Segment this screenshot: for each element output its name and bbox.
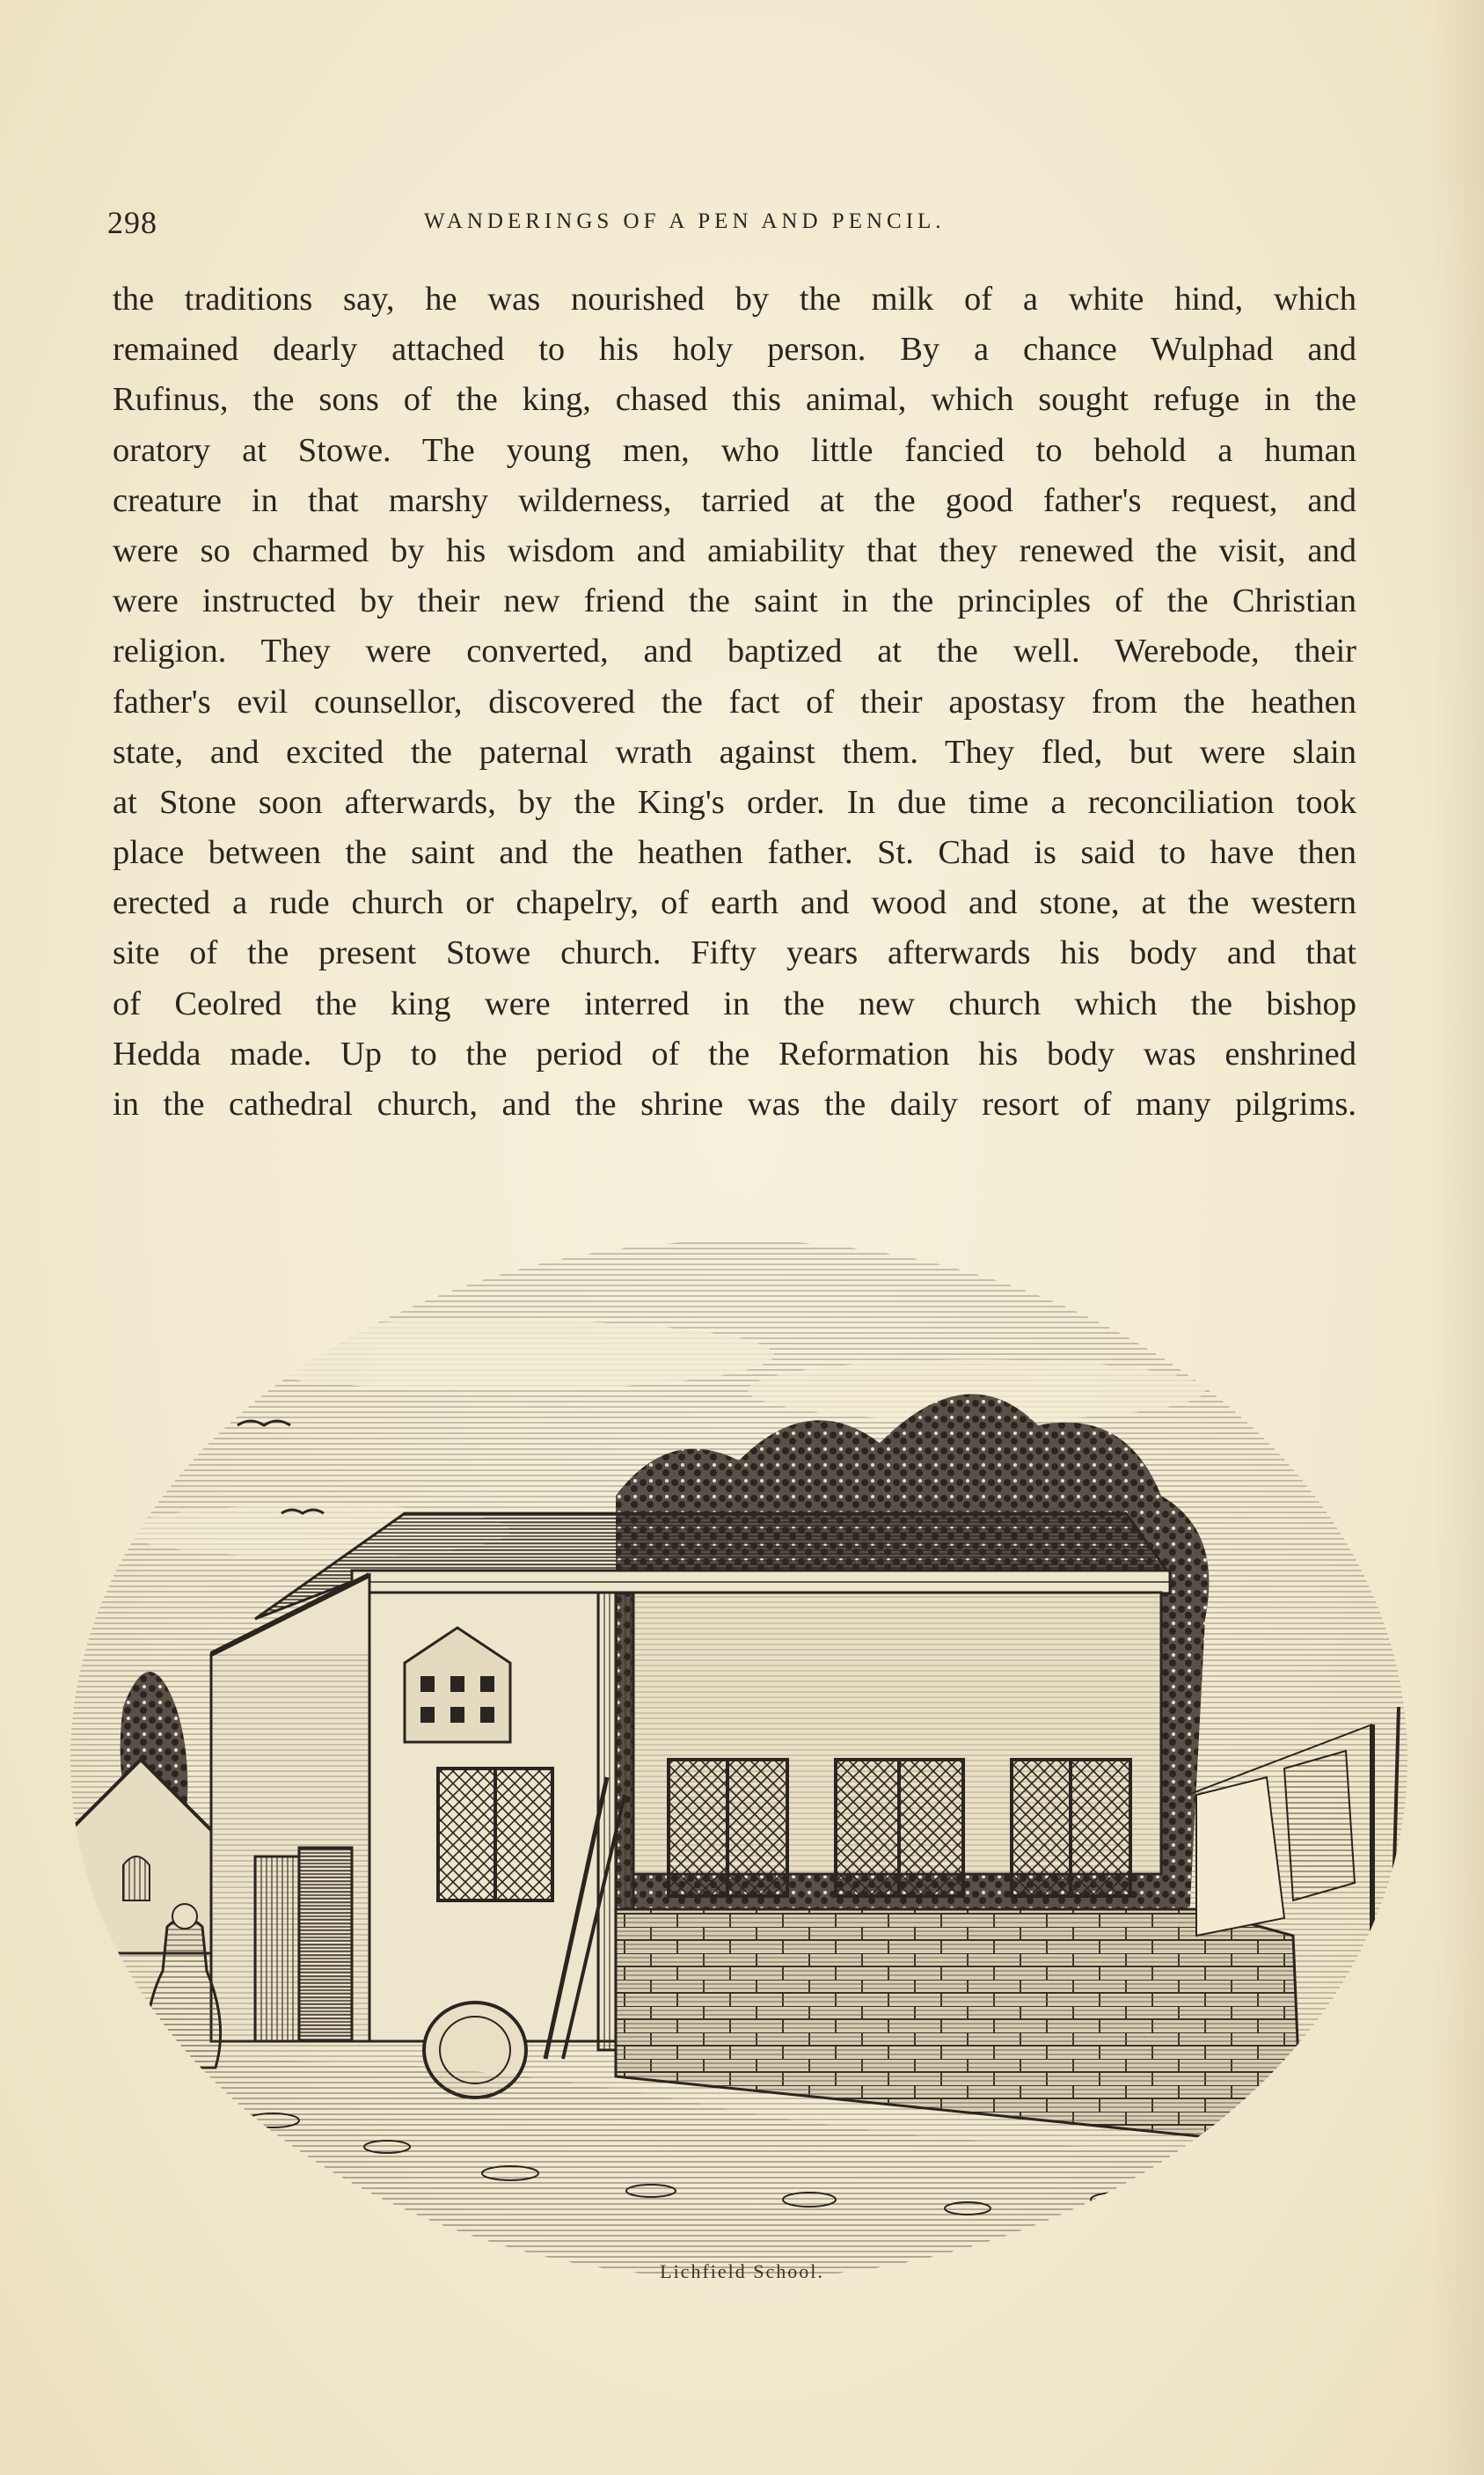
running-title: WANDERINGS OF A PEN AND PENCIL. xyxy=(424,209,946,233)
text-line: at Stone soon afterwards, by the King's order. In due time a reconciliation took xyxy=(113,783,1356,821)
text-line: were instructed by their new friend the saint in the principles of the Christian xyxy=(113,582,1356,620)
body-paragraph xyxy=(113,275,1356,1130)
text-line: were so charmed by his wisdom and amiability that they renewed the visit, and xyxy=(113,531,1356,569)
engraving-illustration xyxy=(53,1161,1425,2274)
text-line: erected a rude church or chapelry, of earth and wood and stone, at the western xyxy=(113,884,1356,922)
running-head xyxy=(107,204,1356,239)
text-line: the traditions say, he was nourished by the milk of a white hind, which xyxy=(113,281,1356,318)
text-line: father's evil counsellor, discovered the fact of their apostasy from the heathen xyxy=(113,683,1356,721)
text-line: remained dearly attached to his holy person. By a chance Wulphad and xyxy=(113,331,1356,369)
page-edge-shadow xyxy=(1431,0,1484,2475)
text-line: in the cathedral church, and the shrine was the daily resort of many pilgrims. xyxy=(113,1086,1356,1123)
text-line: Hedda made. Up to the period of the Reformation his body was enshrined xyxy=(113,1035,1356,1073)
page-number: 298 xyxy=(107,205,157,240)
text-line: creature in that marshy wilderness, tarried at the good father's request, and xyxy=(113,481,1356,519)
text-line: oratory at Stowe. The young men, who little fancied to behold a human xyxy=(113,431,1356,469)
engraving-svg xyxy=(53,1161,1425,2274)
text-line: of Ceolred the king were interred in the new church which the bishop xyxy=(113,985,1356,1022)
text-line: Rufinus, the sons of the king, chased this animal, which sought refuge in the xyxy=(113,381,1356,419)
text-line: religion. They were converted, and baptized at the well. Werebode, their xyxy=(113,633,1356,670)
text-line: site of the present Stowe church. Fifty years afterwards his body and that xyxy=(113,934,1356,972)
figure-caption: Lichfield School. xyxy=(660,2260,824,2282)
text-line: place between the saint and the heathen father. St. Chad is said to have then xyxy=(113,834,1356,872)
text-line: state, and excited the paternal wrath against them. They fled, but were slain xyxy=(113,733,1356,771)
